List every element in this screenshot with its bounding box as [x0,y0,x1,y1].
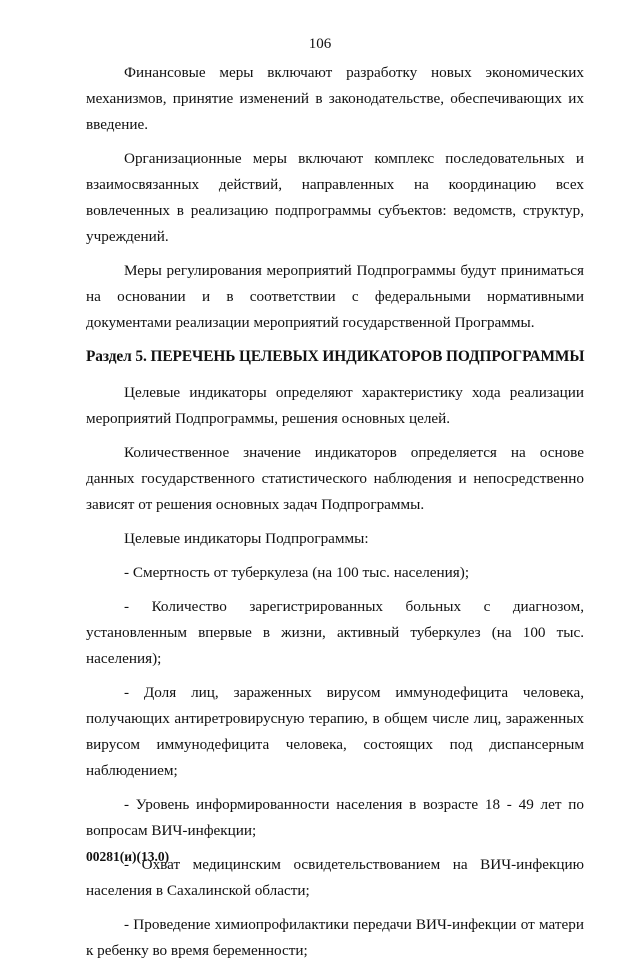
paragraph-indicators-quantity: Количественное значение индикаторов определяется на основе данных государственного статистического наблюдения и непосредственно зависят от решения основных задач Подпрограммы. [86,444,584,513]
section-heading: Раздел 5. ПЕРЕЧЕНЬ ЦЕЛЕВЫХ ИНДИКАТОРОВ ПОДПРОГРАММЫ [86,348,585,365]
paragraph-indicators-purpose: Целевые индикаторы определяют характеристику хода реализации мероприятий Подпрограммы, решения основных целей. [86,384,584,427]
page-number: 106 [308,36,332,52]
paragraph-financial-measures: Финансовые меры включают разработку новых экономических механизмов, принятие изменений в законодательстве, обеспечивающих их введение. [86,64,584,133]
list-item: - Охват медицинским освидетельствованием на ВИЧ-инфекцию населения в Сахалинской области; [86,856,584,899]
paragraph-regulation-measures: Меры регулирования мероприятий Подпрограммы будут приниматься на основании и в соответствии с федеральными нормативными документами реализации мероприятий государственной Программы. [86,262,584,331]
list-item: - Количество зарегистрированных больных с диагнозом, установленным впервые в жизни, активный туберкулез (на 100 тыс. населения); [86,598,584,667]
document-body [86,60,584,972]
paragraph-indicators-intro: Целевые индикаторы Подпрограммы: [124,530,369,547]
document-code: 00281(и)(13.0) [86,849,170,864]
list-item: - Уровень информированности населения в возрасте 18 - 49 лет по вопросам ВИЧ-инфекции; [86,796,584,839]
paragraph-organizational-measures: Организационные меры включают комплекс последовательных и взаимосвязанных действий, направленных на координацию всех вовлеченных в реализацию подпрограммы субъектов: ведомств, структур, учреждений. [86,150,584,245]
list-item: - Смертность от туберкулеза (на 100 тыс. населения); [124,564,470,581]
indicator-list [86,560,584,964]
list-item: - Проведение химиопрофилактики передачи ВИЧ-инфекции от матери к ребенку во время беременности; [86,916,584,959]
list-item: - Доля лиц, зараженных вирусом иммунодефицита человека, получающих антиретровирусную терапию, в общем числе лиц, зараженных вирусом иммунодефицита человека, состоящих под диспансерным наблюдением; [86,684,584,779]
